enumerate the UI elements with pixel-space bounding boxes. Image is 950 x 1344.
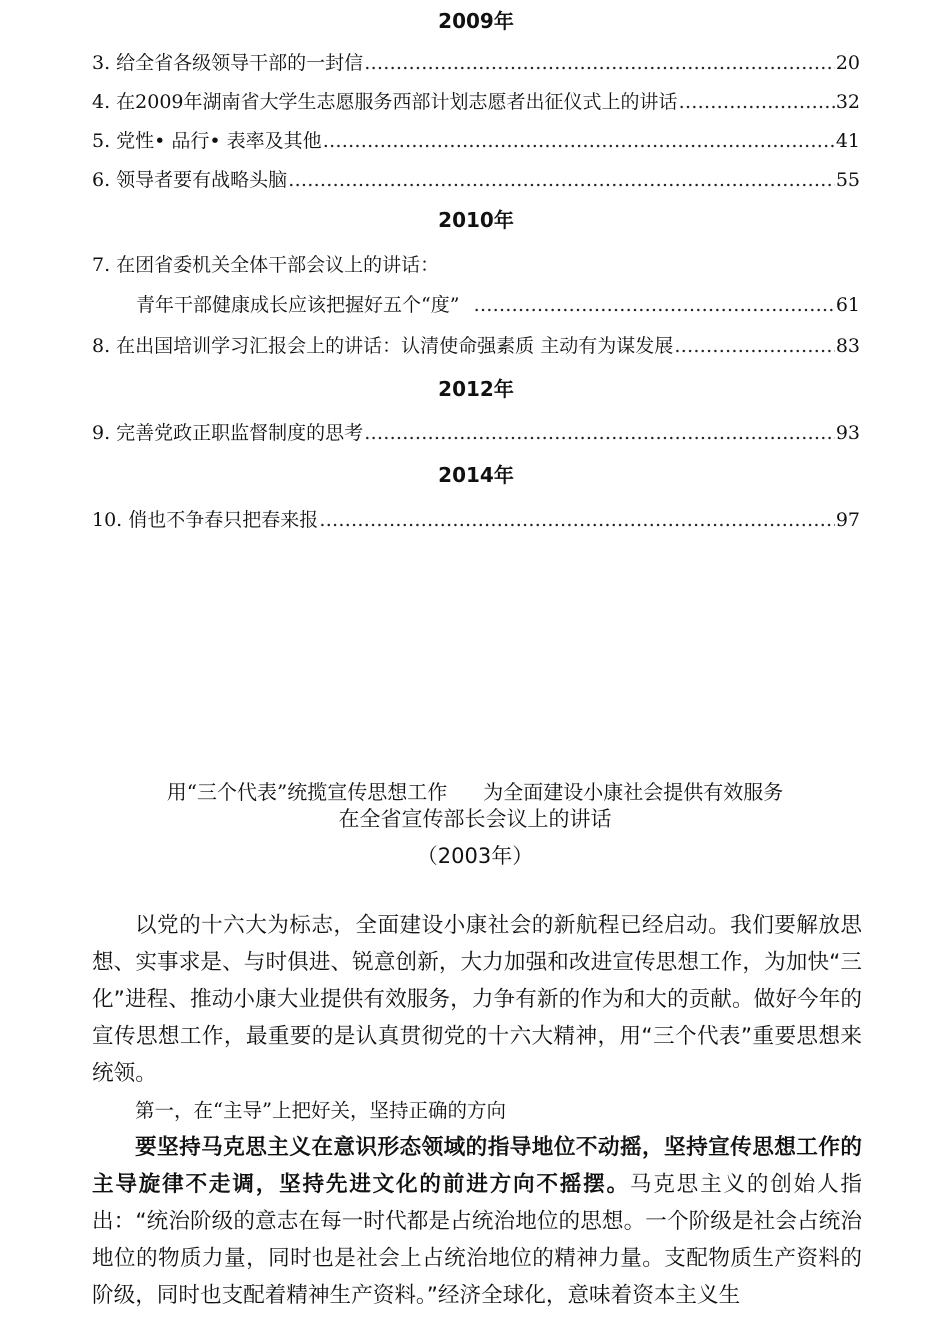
toc-entry-title: 3. 给全省各级领导干部的一封信: [92, 52, 364, 74]
toc-entry-title: 5. 党性• 品行• 表率及其他: [92, 130, 322, 152]
section-heading-1: 第一，在“主导”上把好关，坚持正确的方向: [135, 1099, 506, 1122]
toc-page-number: 61: [835, 294, 860, 316]
toc-entry-title: 8. 在出国培训学习汇报会上的讲话：认清使命强素质 主动有为谋发展: [92, 335, 674, 357]
toc-entry-title: 10. 俏也不争春只把春来报: [92, 509, 319, 531]
toc-entry-10[interactable]: [92, 505, 860, 532]
toc-page-number: 55: [835, 169, 860, 191]
year-heading-2012: 2012年: [438, 377, 514, 401]
dot-leader: [674, 335, 835, 357]
paragraph-2-text: 马克思主义的创始人指出：“统治阶级的意志在每一时代都是占统治地位的思想。一个阶级是社会占统治地位的物质力量，同时也是社会上占统治地位的精神力量。支配物质生产资料的阶级，同时也支配着精神生产资料。”经济全球化，意味着资本主义生: [92, 1172, 862, 1308]
toc-entry-9[interactable]: [92, 418, 860, 445]
year-heading-2014: 2014年: [438, 463, 514, 487]
toc-page-number: 93: [835, 422, 860, 444]
dot-leader: [323, 130, 835, 152]
toc-page-number: 32: [835, 91, 860, 113]
paragraph-1: 以党的十六大为标志，全面建设小康社会的新航程已经启动。我们要解放思想、实事求是、与时俱进、锐意创新，大力加强和改进宣传思想工作，为加快“三化”进程、推动小康大业提供有效服务，力争有新的作为和大的贡献。做好今年的宣传思想工作，最重要的是认真贯彻党的十六大精神，用“三个代表”重要思想来统领。: [92, 913, 862, 1086]
article-title-part1: 用“三个代表”统揽宣传思想工作: [166, 780, 448, 804]
dot-leader: [319, 509, 835, 531]
article-subtitle: 在全省宣传部长会议上的讲话: [338, 807, 612, 831]
toc-page-number: 97: [835, 509, 860, 531]
paragraph-2: [92, 1129, 862, 1314]
dot-leader: [288, 169, 835, 191]
article-date: （2003年）: [416, 844, 534, 868]
article-title-part2: 为全面建设小康社会提供有效服务: [483, 780, 784, 804]
dot-leader: [364, 422, 835, 444]
toc-entry-title: 9. 完善党政正职监督制度的思考: [92, 422, 364, 444]
toc-entry-5[interactable]: [92, 126, 860, 153]
year-heading-2010: 2010年: [438, 208, 514, 232]
dot-leader: [473, 294, 834, 316]
dot-leader: [679, 91, 835, 113]
toc-page-number: 83: [835, 335, 860, 357]
toc-entry-7[interactable]: [92, 250, 439, 277]
toc-entry-6[interactable]: [92, 165, 860, 192]
toc-page-number: 20: [835, 52, 860, 74]
toc-entry-subtitle: 青年干部健康成长应该把握好五个“度”: [136, 294, 460, 316]
article-title: [0, 776, 950, 805]
paragraph-2-bold: 要坚持马克思主义在意识形态领域的指导地位不动摇，坚持宣传思想工作的主导旋律不走调，坚持先进文化的前进方向不摇摆。: [92, 1135, 862, 1197]
toc-entry-title: 6. 领导者要有战略头脑: [92, 169, 288, 191]
toc-entry-8[interactable]: [92, 331, 860, 358]
article-body: [92, 907, 862, 1314]
toc-entry-4[interactable]: [92, 87, 860, 114]
toc-entry-title: 4. 在2009年湖南省大学生志愿服务西部计划志愿者出征仪式上的讲话: [92, 91, 678, 113]
year-heading-2009: 2009年: [438, 9, 514, 33]
toc-page-number: 41: [835, 130, 860, 152]
dot-leader: [364, 52, 835, 74]
toc-entry-7-subtitle[interactable]: [136, 290, 860, 317]
toc-entry-3[interactable]: [92, 48, 860, 75]
toc-entry-title: 7. 在团省委机关全体干部会议上的讲话：: [92, 254, 440, 276]
